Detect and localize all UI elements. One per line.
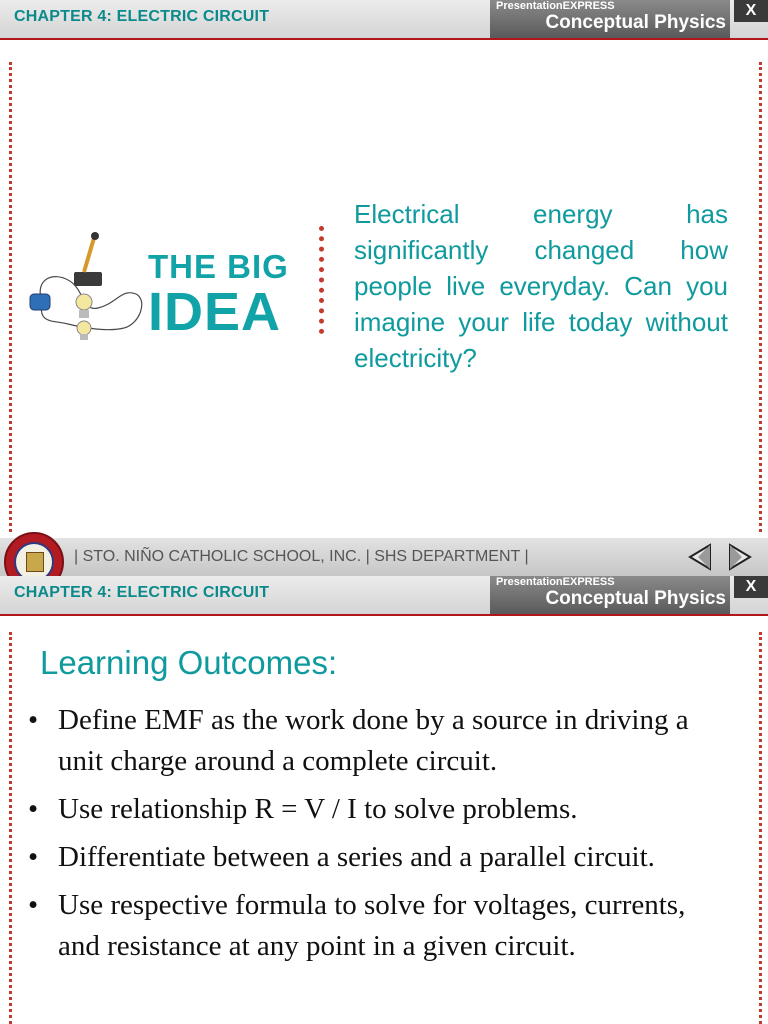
- school-seal: [4, 532, 64, 576]
- right-dotted-border: [759, 62, 762, 532]
- big-idea-line2: IDEA: [148, 282, 282, 342]
- left-dotted-border: [9, 632, 12, 1024]
- brand-banner: [490, 576, 730, 614]
- left-dotted-border: [9, 62, 12, 532]
- school-seal-inner: [14, 542, 54, 576]
- chapter-title: CHAPTER 4: ELECTRIC CIRCUIT: [14, 8, 270, 25]
- chapter-title: CHAPTER 4: ELECTRIC CIRCUIT: [14, 584, 270, 601]
- big-idea-heading: [148, 248, 289, 342]
- close-icon[interactable]: X: [734, 0, 768, 22]
- circuit-drawing: [30, 232, 142, 340]
- prev-arrow-icon[interactable]: [686, 542, 716, 572]
- brand-title: Conceptual Physics: [545, 588, 726, 609]
- slide-learning-outcomes: [0, 576, 768, 1024]
- brand-prefix: PresentationEXPRESS: [496, 576, 615, 588]
- outcomes-list: [26, 700, 726, 974]
- outcome-item: • Use respective formula to solve for voltages, currents, and resistance at any point in a given circuit.: [26, 885, 726, 967]
- dotted-divider: [319, 226, 324, 334]
- big-idea-text: Electrical energy has significantly changed how people live everyday. Can you imagine your life today without electricity?: [354, 199, 728, 373]
- slide-header: [0, 576, 768, 616]
- next-arrow-icon[interactable]: [724, 542, 754, 572]
- big-idea-line1: THE BIG: [148, 248, 289, 285]
- school-seal-shield: [26, 552, 44, 572]
- brand-banner: [490, 0, 730, 38]
- right-dotted-border: [759, 632, 762, 1024]
- learning-outcomes-title: Learning Outcomes:: [40, 644, 338, 681]
- brand-title: Conceptual Physics: [545, 12, 726, 33]
- outcome-item: • Differentiate between a series and a parallel circuit.: [26, 837, 726, 878]
- outcome-item: • Use relationship R = V / I to solve problems.: [26, 789, 726, 830]
- outcome-item: • Define EMF as the work done by a source in driving a unit charge around a complete circuit.: [26, 700, 726, 782]
- brand-prefix: PresentationEXPRESS: [496, 0, 615, 12]
- school-name: | STO. NIÑO CATHOLIC SCHOOL, INC. | SHS DEPARTMENT |: [74, 548, 529, 565]
- slide-footer: [0, 538, 768, 576]
- slide-header: [0, 0, 768, 40]
- close-icon[interactable]: X: [734, 576, 768, 598]
